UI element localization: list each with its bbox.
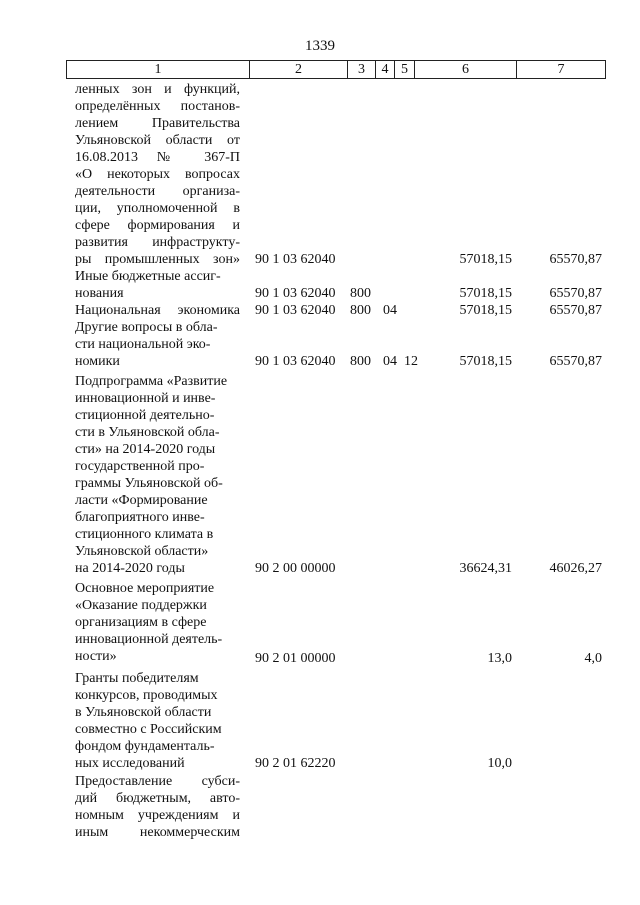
table-row-text — [75, 319, 240, 370]
column-header: 5 — [394, 61, 414, 78]
column-header: 1 — [154, 62, 162, 77]
text-line: инновационной и инве- — [75, 391, 216, 406]
page-number: 1339 — [305, 38, 335, 54]
text-line: сти в Ульяновской обла- — [75, 425, 220, 440]
text-line: номики — [75, 354, 120, 369]
code-cell: 90 1 03 62040 — [255, 286, 336, 301]
text-line: «О некоторых вопросах — [75, 167, 240, 182]
value-col7: 65570,87 — [549, 286, 602, 301]
text-line: лением Правительства — [75, 116, 240, 131]
text-line: ных исследований — [75, 756, 185, 771]
value-col6: 13,0 — [487, 651, 512, 666]
code-cell: 90 1 03 62040 — [255, 354, 336, 369]
text-line: в Ульяновской области — [75, 705, 212, 720]
column-header: 7 — [516, 61, 605, 78]
table-row-text — [75, 580, 240, 665]
text-line: Гранты победителям — [75, 671, 199, 686]
value-col6: 57018,15 — [459, 286, 512, 301]
text-line: организациям в сфере — [75, 615, 207, 630]
table-row-text — [75, 670, 240, 772]
table-row-text — [75, 373, 240, 577]
text-line: ры промышленных зон» — [75, 252, 240, 267]
text-line: Ульяновской области» — [75, 544, 209, 559]
text-line: Предоставление субси- — [75, 774, 240, 789]
text-line: иным некоммерческим — [75, 825, 240, 840]
text-line: номным учреждениям и — [75, 808, 240, 823]
text-line: 16.08.2013 № 367-П — [75, 150, 240, 165]
text-line: Иные бюджетные ассиг- — [75, 269, 221, 284]
code-cell: 90 1 03 62040 — [255, 303, 336, 318]
col4-cell: 04 — [383, 354, 397, 369]
table-header — [66, 60, 606, 79]
text-line: государственной про- — [75, 459, 205, 474]
text-line: определённых постанов- — [75, 99, 240, 114]
text-line: «Оказание поддержки — [75, 598, 207, 613]
text-line: Национальная экономика — [75, 303, 240, 318]
text-line: Ульяновской области от — [75, 133, 240, 148]
value-col6: 10,0 — [487, 756, 512, 771]
value-col7: 4,0 — [584, 651, 602, 666]
code-cell: 90 2 01 62220 — [255, 756, 336, 771]
value-col7: 65570,87 — [549, 303, 602, 318]
code-cell: 90 1 03 62040 — [255, 252, 336, 267]
column-header: 2 — [249, 61, 347, 78]
text-line: Подпрограмма «Развитие — [75, 374, 228, 389]
column-header: 4 — [375, 61, 394, 78]
col3-cell: 800 — [350, 303, 371, 318]
table-row-text — [75, 268, 240, 302]
col3-cell: 800 — [350, 354, 371, 369]
text-line: сти национальной эко- — [75, 337, 211, 352]
text-line: Другие вопросы в обла- — [75, 320, 218, 335]
text-line: нования — [75, 286, 124, 301]
value-col6: 57018,15 — [459, 252, 512, 267]
table-row-text — [75, 81, 240, 268]
col5-cell: 12 — [404, 354, 418, 369]
text-line: ленных зон и функций, — [75, 82, 240, 97]
value-col7: 46026,27 — [549, 561, 602, 576]
column-header: 3 — [347, 61, 375, 78]
text-line: Основное мероприятие — [75, 581, 215, 596]
text-line: ности» — [75, 649, 117, 664]
text-line: развития инфраструкту- — [75, 235, 240, 250]
column-header: 6 — [414, 61, 516, 78]
text-line: благоприятного инве- — [75, 510, 205, 525]
text-line: конкурсов, проводимых — [75, 688, 218, 703]
code-cell: 90 2 00 00000 — [255, 561, 336, 576]
value-col6: 57018,15 — [459, 303, 512, 318]
text-line: стиционного климата в — [75, 527, 214, 542]
col4-cell: 04 — [383, 303, 397, 318]
text-line: фондом фундаменталь- — [75, 739, 215, 754]
text-line: стиционной деятельно- — [75, 408, 215, 423]
text-line: инновационной деятель- — [75, 632, 223, 647]
value-col6: 36624,31 — [459, 561, 512, 576]
text-line: на 2014-2020 годы — [75, 561, 185, 576]
value-col6: 57018,15 — [459, 354, 512, 369]
code-cell: 90 2 01 00000 — [255, 651, 336, 666]
value-col7: 65570,87 — [549, 354, 602, 369]
text-line: совместно с Российским — [75, 722, 222, 737]
text-line: ции, уполномоченной в — [75, 201, 240, 216]
text-line: сти» на 2014-2020 годы — [75, 442, 216, 457]
col3-cell: 800 — [350, 286, 371, 301]
table-row-text — [75, 773, 240, 841]
value-col7: 65570,87 — [549, 252, 602, 267]
table-row-text — [75, 302, 240, 319]
text-line: деятельности организа- — [75, 184, 240, 199]
text-line: сфере формирования и — [75, 218, 240, 233]
text-line: ласти «Формирование — [75, 493, 208, 508]
text-line: граммы Ульяновской об- — [75, 476, 223, 491]
text-line: дий бюджетным, авто- — [75, 791, 240, 806]
